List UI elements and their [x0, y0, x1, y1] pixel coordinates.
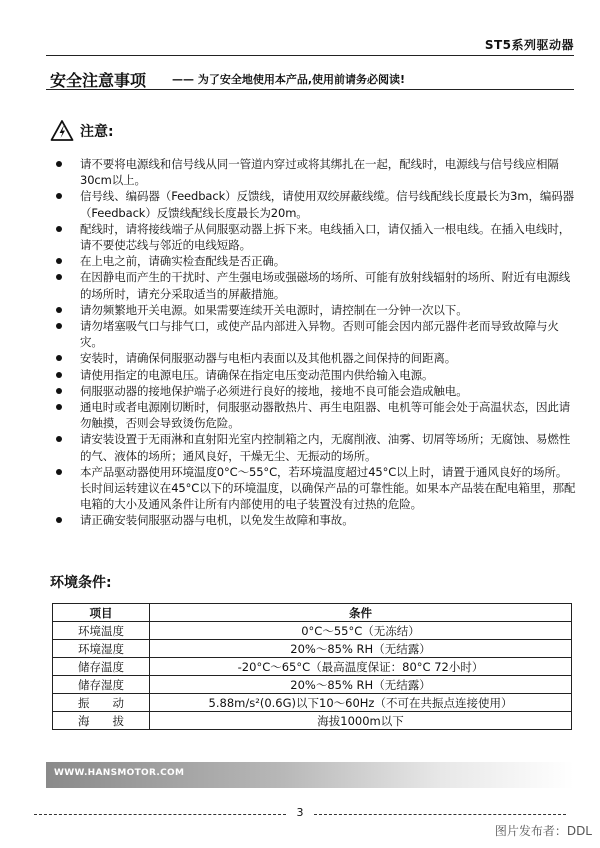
list-item: 信号线、编码器（Feedback）反馈线，请使用双绞屏蔽线缆。信号线配线长度最长为3m，编码器（Feedback）反馈线配线长度最长为20m。	[56, 188, 576, 220]
table-cell: -20°C～65°C（最高温度保证：80°C 72小时）	[150, 658, 572, 676]
list-item: 在上电之前，请确实检查配线是否正确。	[56, 253, 576, 269]
publisher-watermark: 图片发布者：DDL	[494, 824, 592, 838]
list-item: 伺服驱动器的接地保护端子必须进行良好的接地，接地不良可能会造成触电。	[56, 383, 576, 399]
table-cell: 5.88m/s²(0.6G)以下10～60Hz（不可在共振点连接使用）	[150, 694, 572, 712]
table-cell: 0°C～55°C（无冻结）	[150, 622, 572, 640]
table-row	[53, 712, 572, 730]
list-item: 本产品驱动器使用环境温度0°C～55°C，若环境温度超过45°C以上时，请置于通风良好的场所。长时间运转建议在45°C以下的环境温度，以确保产品的可靠性能。如果本产品装在配电箱里，那配电箱的大小及通风条件让所有内部使用的电子装置没有过热的危险。	[56, 464, 576, 513]
page-divider-right	[314, 814, 566, 815]
list-item: 请使用指定的电源电压。请确保在指定电压变动范围内供给输入电源。	[56, 367, 576, 383]
table-row	[53, 658, 572, 676]
table-row	[53, 622, 572, 640]
list-item: 请不要将电源线和信号线从同一管道内穿过或将其绑扎在一起，配线时，电源线与信号线应相隔30cm以上。	[56, 156, 576, 188]
list-item: 请正确安装伺服驱动器与电机，以免发生故障和事故。	[56, 512, 576, 528]
list-item: 配线时，请将接线端子从伺服驱动器上拆下来。电线插入口，请仅插入一根电线。在插入电线时，请不要使芯线与邻近的电线短路。	[56, 221, 576, 253]
environment-section-title: 环境条件:	[50, 575, 112, 591]
table-cell: 储存温度	[53, 658, 150, 676]
safety-list	[56, 156, 576, 529]
list-item: 请安装设置于无雨淋和直射阳光室内控制箱之内，无腐削液、油雾、切屑等场所；无腐蚀、易燃性的气、液体的场所；通风良好，干燥无尘、无振动的场所。	[56, 431, 576, 463]
table-cell: 20%～85% RH（无结露）	[150, 676, 572, 694]
warning-icon	[50, 119, 74, 143]
table-cell: 储存湿度	[53, 676, 150, 694]
safety-section-title: 安全注意事项	[50, 71, 147, 90]
table-row	[53, 640, 572, 658]
table-cell: 振 动	[53, 694, 150, 712]
website-link[interactable]: WWW.HANSMOTOR.COM	[54, 768, 185, 778]
column-header: 条件	[150, 604, 572, 622]
table-cell: 20%～85% RH（无结露）	[150, 640, 572, 658]
list-item: 通电时或者电源刚切断时，伺服驱动器散热片、再生电阻器、电机等可能会处于高温状态，因此请勿触摸，否则会导致烫伤危险。	[56, 399, 576, 431]
page-divider-left	[34, 814, 286, 815]
table-row	[53, 694, 572, 712]
environment-table	[52, 603, 572, 730]
column-header: 项目	[53, 604, 150, 622]
header-rule	[46, 55, 574, 56]
safety-section-subtitle: —— 为了安全地使用本产品,使用前请务必阅读!	[172, 73, 406, 86]
table-cell: 海拔1000m以下	[150, 712, 572, 730]
list-item: 安装时，请确保伺服驱动器与电柜内表面以及其他机器之间保持的间距离。	[56, 350, 576, 366]
list-item: 请勿堵塞吸气口与排气口，或使产品内部进入异物。否则可能会因内部元器件老而导致故障与火灾。	[56, 318, 576, 350]
product-title: ST5系列驱动器	[484, 38, 574, 52]
table-cell: 海 拔	[53, 712, 150, 730]
list-item: 在因静电而产生的干扰时、产生强电场或强磁场的场所、可能有放射线辐射的场所、附近有电源线的场所时，请充分采取适当的屏蔽措施。	[56, 269, 576, 301]
table-header-row	[53, 604, 572, 622]
page-number: 3	[296, 806, 304, 819]
table-cell: 环境温度	[53, 622, 150, 640]
list-item: 请勿频繁地开关电源。如果需要连续开关电源时，请控制在一分钟一次以下。	[56, 302, 576, 318]
table-row	[53, 676, 572, 694]
caution-label: 注意:	[80, 124, 114, 140]
table-cell: 环境湿度	[53, 640, 150, 658]
